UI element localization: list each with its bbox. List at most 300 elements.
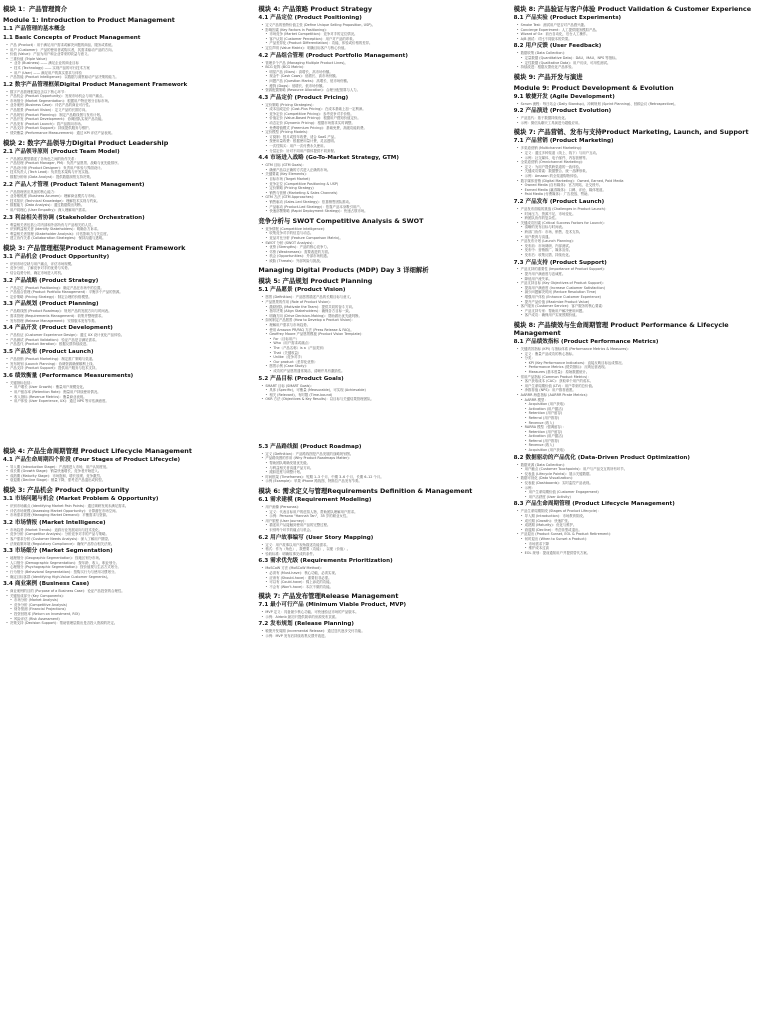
bullet-item: • Paid Media (付费媒体)：广告投放、赞助。	[514, 192, 765, 197]
module-heading: 模块 9: 产品开发与演进	[513, 72, 583, 81]
bullet-item: • 产品测试 (Product Validation)：验证产品是否满足需求。	[3, 338, 254, 343]
bullet-item: • 提升用户满意度与忠诚度。	[514, 272, 765, 277]
section-heading: 3.1 市场问题与机会 (Market Problem & Opportunity)	[3, 496, 159, 503]
bullet-item: • 分层定价：针对不同用户群体提供不同套餐。	[258, 149, 509, 154]
bullet-item: • 产品发布 (Product Launch)：将产品推向市场。	[3, 122, 254, 127]
bullet-item: • 业务敏锐度 (Business Acumen)：理解商业模式与市场。	[3, 194, 254, 199]
bullet-item: • 产品迭代 (Product Iteration)：根据反馈持续改进。	[3, 342, 254, 347]
bullet-item: • 帮助团队明确发展优先级。	[258, 461, 509, 466]
section-heading: 7.2 产品发布 (Product Launch)	[513, 198, 605, 205]
bullet-item: • Geoffrey Moore 产品愿景模板 (Product Vision Template)：	[258, 332, 509, 337]
bullet-item: • 产品规划 (Product Planning)：制定产品路线图与发布计划。	[3, 113, 254, 118]
bullet-item: • AARRR 模型：	[514, 398, 765, 403]
bullet-item: • 分类：	[514, 356, 765, 361]
bullet-item: • 产品生命周期阶段 (Stages of Product Lifecycle)：	[514, 509, 765, 514]
bullet-item: • 定性数据 (Qualitative Data)：用户访谈、可用性测试。	[514, 61, 765, 66]
bullet-item: • GTM 目标 (GTM Goals)：	[258, 163, 509, 168]
section-heading: 5.1 产品愿景 (Product Vision)	[258, 287, 346, 294]
bullet-item: • 市场需求管理 (Managing Market Demand)：平衡需求与资源。	[3, 513, 254, 518]
bullet-item: • 技术 (Technology) —— 实现产品的可行技术方案	[3, 66, 254, 71]
bullet-item: • 提升产品价值 (Maximize Product Value)	[514, 300, 765, 305]
bullet-item: • 产品发布面临的挑战 (Challenges in Product Launch)：	[514, 207, 765, 212]
bullet-item: • 产品营销 (Product Marketing)：制定推广策略与渠道。	[3, 357, 254, 362]
bullet-item: • 发布前：市场调研、内部测试。	[514, 244, 765, 249]
bullet-item: • Performance Metrics (绩效指标)：反映运营表现。	[514, 365, 765, 370]
bullet-item: • 行为细分 (Behavioral Segmentation)：按购买行为与使用习惯划分。	[3, 570, 254, 575]
bullet-item: • 导入期 (Introduction Stage)：产品刚进入市场，用户认知度低。	[3, 465, 254, 470]
bullet-item: • 维护成本过高	[514, 546, 765, 551]
bullet-item: • 示例：社交媒体、电子邮件、内容营销等。	[514, 156, 765, 161]
bullet-item: • 成长期 (Growth Stage)：销量快速增长，竞争者开始进入。	[3, 469, 254, 474]
bullet-item: • 产品设计师 (Product Designer)：负责用户体验与界面设计。	[3, 166, 254, 171]
bullet-item: • 明确方向 (Drive Decision-Making)：帮助做出优先级判断。	[258, 314, 509, 319]
bullet-item: • 用户增长 (User Growth)：衡量用户规模变化。	[3, 385, 254, 390]
bullet-item: • The（产品名称）is a（产品类别）	[258, 346, 509, 351]
module-heading: 模块 8: 产品验证与客户体验 Product Validation & Customer Experience	[513, 5, 752, 13]
section-heading: 4.1 产品生命周期四个阶段 (Four Stages of Product Lifecycle)	[3, 456, 181, 463]
bullet-item: • 用户留存率 (Retention Rate)：衡量用户持续使用情况。	[3, 390, 254, 395]
bullet-item: • 示例：Airbnb 最初只提供简单的房源发布页面。	[258, 615, 509, 620]
bullet-item: • 产品支持目标 (Key Objectives of Product Support)：	[514, 281, 765, 286]
bullet-item: • 关键成功因素 (Critical Success Factors for Launch)：	[514, 221, 765, 226]
module-heading: 模块 2: 数字产品领导力Digital Product Leadership	[3, 138, 169, 147]
bullet-item: • 财务预测 (Financial Projections)	[3, 607, 254, 612]
module-heading: 模块 8: 产品绩效与生命周期管理 Product Performance & Lifecycle Management	[513, 321, 729, 338]
bullet-item: • 确定目标客群 (Identifying High-Value Customer Segments)。	[3, 575, 254, 580]
bullet-item: • 与利益相关者沟通产品方向。	[258, 466, 509, 471]
bullet-item: • 竞品对比分析 (Feature Comparison Matrix)。	[258, 236, 509, 241]
bullet-item: • 市场需求下降	[514, 542, 765, 547]
bullet-item: • 常用产品指标 (Common Product Metrics)：	[514, 375, 765, 380]
bullet-item: • Unlike（竞争对手）	[258, 355, 509, 360]
bullet-item: • 用户同理心 (User Empathy)：深入理解用户需求。	[3, 208, 254, 213]
section-heading: 2.3 利益相关者协调 (Stakeholder Orchestration)	[3, 214, 145, 221]
bullet-item: • 评估市场规模 (Assessing Market Opportunity)：计算潜在市场空间。	[3, 509, 254, 514]
bullet-item: • 产品机会 (Product Opportunity)：发现市场机会与用户痛点。	[3, 94, 254, 99]
section-heading: 6.3 需求优先级 (Requirements Prioritization)	[258, 558, 393, 565]
bullet-item: • 竞争定价 (Competitive Pricing)：参考竞争对手价格。	[258, 112, 509, 117]
module-heading: 模块 5: 产品规划 Product Planning	[258, 277, 373, 286]
bullet-item: • 确保产品以正确的方式进入正确的市场。	[258, 168, 509, 173]
module-heading: Managing Digital Products (MDP) Day 3 详细解析	[258, 266, 429, 275]
bullet-item: • 导入期 (Introduction)：市场教育阶段。	[514, 514, 765, 519]
column-left	[3, 2, 254, 1022]
bullet-item: • 竞争分析 (Competitive Analysis)	[3, 603, 254, 608]
bullet-item: • That（关键收益）	[258, 351, 509, 356]
bullet-item: • A/B 测试：对比不同版本的效果。	[514, 37, 765, 42]
bullet-item: • 利益相关者包括公司内部和外部所有与产品相关的人员。	[3, 223, 254, 228]
bullet-item: • 成熟期 (Maturity)：优化与维护。	[514, 523, 765, 528]
bullet-item: • 相关 (Relevant)、有时限 (Time-bound)	[258, 393, 509, 398]
bullet-item: • 跟踪进度与调整计划。	[258, 470, 509, 475]
bullet-item: • OKR 方法 (Objectives & Key Results)：以目标与关键结果管理团队。	[258, 397, 509, 402]
bullet-item: • AARRR 海盗指标 (AARRR Pirate Metrics)：	[514, 393, 765, 398]
bullet-item: • Retention (用户留存)	[514, 411, 765, 416]
bullet-item: • 免费增值模式 (Freemium Pricing)：基础免费，高级功能收费。	[258, 126, 509, 131]
bullet-item: • 仪表盘 (Lifecycle Pointsi)：展示关键数据。	[514, 472, 765, 477]
bullet-item: • 收集竞争对手的信息与动态。	[258, 231, 509, 236]
bullet-item: • 具体 (Specific)、可衡量 (Measurable)、可实现 (Achievable)	[258, 388, 509, 393]
bullet-item: • 产品 (Product)：用于满足用户需求或解决问题的商品、服务或系统。	[3, 43, 254, 48]
bullet-item: • 定义：用户故事以用户视角描述功能需求。	[258, 543, 509, 548]
bullet-item: • 关键成功要素：数据整合、统一品牌形象。	[514, 169, 765, 174]
bullet-item: • 价值 (Value)：产品为用户和企业带来的收益与意义。	[3, 52, 254, 57]
bullet-item: • Retention (用户留存)	[514, 430, 765, 435]
module-heading: Module 9: Product Development & Evolution	[513, 83, 674, 92]
section-heading: 9.1 敏捷开发 (Agile Development)	[513, 93, 615, 100]
bullet-item: • 地理细分 (Geographic Segmentation)：按地区划分市场。	[3, 556, 254, 561]
section-heading: 8.1 产品绩效指标 (Product Performance Metrics)	[513, 339, 659, 346]
bullet-item: • 优势 (Strengths)：产品的核心竞争力。	[258, 245, 509, 250]
bullet-item: • 结合趋势分析，确定市场进入时机。	[3, 271, 254, 276]
section-heading: 8.2 数据驱动的产品优化 (Data-Driven Product Optimization)	[513, 454, 690, 461]
bullet-item: • 市场分析 (Market Analysis)	[3, 598, 254, 603]
bullet-item: • 全渠道营销 (Omnichannel Marketing)：	[514, 160, 765, 165]
bullet-item: • 仪表板 (Dashboards)：实时监控产品表现。	[514, 481, 765, 486]
bullet-item: • 时间框架 (Timeframes)：短期 1–3 个月、中期 3–6 个月、长期 6–12 个月。	[258, 475, 509, 480]
bullet-item: • 发布后：收集反馈、持续优化。	[514, 253, 765, 258]
bullet-item: • 用户体验 (User Experience, UX)：通过 NPS 等评估满意度。	[3, 399, 254, 404]
bullet-item: • Acquisition (用户获取)	[514, 448, 765, 453]
section-heading: 4.3 产品定价 (Product Pricing)	[258, 94, 349, 101]
bullet-item: • 定价模型 (Pricing Models)：	[258, 130, 509, 135]
bullet-item: • 瘦狗 (Dogs)：低增长、低市场份额。	[258, 84, 509, 89]
bullet-item: • 定价策略 (Pricing Strategy)	[258, 186, 509, 191]
section-heading: 2.1 产品领导原则 (Product Team Model)	[3, 148, 120, 155]
bullet-item: • 投资回报率 (Return on Investment, ROI)	[3, 612, 254, 617]
bullet-item: • 识别每个环节的痛点与机会。	[258, 528, 509, 533]
bullet-item: • 现金牛 (Cash Cows)：低增长、高市场份额。	[258, 74, 509, 79]
bullet-item: • 识别市场痛点 (Identifying Market Pain Points)：通过调研发现未满足需求。	[3, 504, 254, 509]
bullet-item: • 法规政策环境 (Regulatory Compliance)：确保产品符合相关法规。	[3, 542, 254, 547]
bullet-item: • 三重价值 (Triple Value)	[3, 57, 254, 62]
bullet-item: • 描述用户从接触到使用产品的完整过程。	[258, 523, 509, 528]
bullet-item: • Referral (用户推荐)	[514, 416, 765, 421]
bullet-item: • Scrum 流程：每日站会 (Daily Standup)、冲刺规划 (Sprint Planning)、回顾会议 (Retrospective)。	[514, 102, 765, 107]
bullet-item: • Owned Media (自有媒体)：官方网站、社交账号。	[514, 183, 765, 188]
module-heading: 竞争分析与 SWOT Competitive Analysis & SWOT	[258, 216, 424, 225]
bullet-item: • 定义：衡量产品成功的核心指标。	[514, 352, 765, 357]
bullet-item: • 跨团队协作的复杂性。	[514, 216, 765, 221]
bullet-item: • 客户需求分析 (Customer Needs Analysis)：深入了解用户期望。	[3, 537, 254, 542]
bullet-item: • MoSCoW 方法 (MoSCoW Method)：	[258, 566, 509, 571]
bullet-item: • 定义产品的独特价值主张 (Define Unique Selling Proposition, USP)。	[258, 23, 509, 28]
bullet-item: • 收入指标 (Revenue Metrics)：衡量商业表现。	[3, 395, 254, 400]
bullet-item: • Earned Media (赢得媒体)：口碑、评论、媒体报道。	[514, 188, 765, 193]
bullet-item: • 示例：MVP 发布后持续收集反馈并改进。	[258, 634, 509, 639]
section-heading: 1.1 Basic Concepts of Product Management	[3, 34, 141, 41]
bullet-item: • 应该有 (Should-have)：重要但非必需。	[258, 576, 509, 581]
bullet-item: • 影响因素 (Key Factors in Positioning)：	[258, 28, 509, 33]
bullet-item: • Activation (用户激活)	[514, 407, 765, 412]
bullet-item: • 数字媒体营销 (Digital Marketing)：Owned, Earned, Paid Media	[514, 179, 765, 184]
section-heading: 5.3 产品路线图 (Product Roadmap)	[258, 443, 362, 450]
bullet-item: • 管理多个产品 (Managing Multiple Product Lines)。	[258, 61, 509, 66]
bullet-item: • 数据来源 (Data Collection)：	[514, 463, 765, 468]
bullet-item: • 发布中：营销推广、媒体宣传。	[514, 248, 765, 253]
bullet-item: • 使用 Amazon PR/FAQ 方法 (Press Release & FAQ)。	[258, 328, 509, 333]
bullet-item: • 发布管理 (Release Management)：安排版本发布节奏。	[3, 319, 254, 324]
bullet-item: • MVP 定义：具备最少核心功能、可快速验证市场的产品版本。	[258, 610, 509, 615]
section-heading: 3.3 市场细分 (Market Segmentation)	[3, 548, 113, 555]
bullet-item: • 如何制定产品愿景 (How to Develop a Product Vision)：	[258, 318, 509, 323]
bullet-item: • 清晰的发布目标与时间表。	[514, 225, 765, 230]
bullet-item: • 客户成功：确保用户实现预期价值。	[514, 313, 765, 318]
bullet-item: • 示例 (Example)：苹果 iPhone 路线图、特斯拉产品发布节奏。	[258, 479, 509, 484]
bullet-item: • 风险评估 (Risk Assessment)	[3, 617, 254, 622]
bullet-item: • 用户 (Customer)：产品的使用者或购买者，其需求驱动产品的方向。	[3, 48, 254, 53]
bullet-item: • 绩效衡量 (Performance Measurement)：通过 KPI 评估产品表现。	[3, 131, 254, 136]
bullet-item: • 业务 (Business) —— 满足企业的商业目标	[3, 61, 254, 66]
bullet-item: • 市场竞争 (Market Competition)：竞争对手的定位情况。	[258, 32, 509, 37]
section-heading: 3.1 产品机会 (Product Opportunity)	[3, 253, 110, 260]
bullet-item: • 数据可视化 (Data Visualization)：	[514, 476, 765, 481]
bullet-item: • 多渠道营销 (Multichannel Marketing)：	[514, 146, 765, 151]
bullet-item: • 可以有 (Could-have)：锦上添花的功能。	[258, 580, 509, 585]
bullet-item: • 问题产品 (Question Marks)：高增长、低市场份额。	[258, 79, 509, 84]
section-heading: 9.2 产品演进 (Product Evolution)	[513, 108, 612, 115]
bullet-item: • 价值定价 (Value-Based Pricing)：根据用户感知价值定价。	[258, 116, 509, 121]
module-heading: 模块 7: 产品发布管理Release Management	[258, 592, 399, 601]
bullet-item: • 产品支持的重要性 (Importance of Product Support)：	[514, 267, 765, 272]
bullet-item: • Activation (用户激活)	[514, 434, 765, 439]
bullet-item: • 定价策略 (Pricing Strategy)：制定合理的价格模型。	[3, 295, 254, 300]
bullet-item: • 一次性购买：用户一次付费永久使用。	[258, 144, 509, 149]
bullet-item: • KPI (Key Performance Indicators)：直接反映目标达成情况。	[514, 361, 765, 366]
bullet-item: • 示例：Amazon 的全渠道购物体验。	[514, 174, 765, 179]
bullet-item: • 产品退出 (Product Sunset, EOL & Product Retirement)：	[514, 532, 765, 537]
section-heading: 3.3 产品规划 (Product Planning)	[3, 301, 99, 308]
bullet-item: • 产品组合管理 (Product Portfolio Management)：平衡多个产品的资源。	[3, 290, 254, 295]
bullet-item: • 产品定位 (Product Positioning)：确定产品在市场中的位置。	[3, 286, 254, 291]
bullet-item: • 产品驱动 (Product-Led Strategy)：依靠产品本身吸引用户。	[258, 205, 509, 210]
bullet-item: • Revenue (收入)	[514, 443, 765, 448]
bullet-item: • 关键要素 (Key Elements)：	[258, 172, 509, 177]
module-heading: 模块 6: 需求定义与管理Requirements Definition & Management	[258, 487, 473, 496]
bullet-item: • 减少问题解决时间 (Reduce Resolution Time)	[514, 290, 765, 295]
bullet-item: • 关键指标包括：	[3, 381, 254, 386]
bullet-item: • 识别市场空缺与用户痛点，评估市场规模。	[3, 262, 254, 267]
bullet-item: • 激励团队 (Motivate the Team)：提供共同的奋斗方向。	[258, 305, 509, 310]
bullet-item: • 产品愿景的作用 (Role of Product Vision)：	[258, 300, 509, 305]
bullet-item: • 关键绩效指标 (KPI) 与指标体系 (Performance Metrics & Measures)：	[514, 347, 765, 352]
bullet-item: • 成长期 (Growth)：快速扩张。	[514, 519, 765, 524]
section-heading: 1.2 数字产品管理框架Digital Product Management Framework	[3, 81, 188, 88]
bullet-item: • 提高用户满意度 (Increase Customer Satisfaction)	[514, 286, 765, 291]
module-heading: 模块 1：产品管理简介	[3, 5, 68, 13]
bullet-item: • 产品支持专家：帮助用户解决使用问题。	[514, 309, 765, 314]
bullet-item: • 持续改进：根据反馈优化产品体验。	[514, 65, 765, 70]
module-heading: 模块 3: 产品机会 Product Opportunity	[3, 486, 130, 495]
column-middle	[258, 2, 509, 1022]
bullet-item: • 市场细分 (Market Segmentation)：根据用户特征划分目标市场。	[3, 99, 254, 104]
bullet-item: • 敏捷开发周期 (Incremental Release)：通过迭代逐步交付功能。	[258, 629, 509, 634]
section-heading: 4.2 产品组合管理 (Product Portfolio Management)	[258, 52, 408, 59]
bullet-item: • 示例：微信从聊天工具演进为超级应用。	[514, 121, 765, 126]
bullet-item: • 产品智能 (Product Intelligence)：以数据与洞察驱动产品决策的能力。	[3, 75, 254, 80]
bullet-item: • 用户画像 (Personas)：	[258, 505, 509, 510]
bullet-item: • 定义：通过多种渠道（线上、线下）与用户互动。	[514, 151, 765, 156]
section-heading: 3.4 商业案例 (Business Case)	[3, 581, 90, 588]
section-heading: 6.2 用户故事编写 (User Story Mapping)	[258, 534, 374, 541]
section-heading: 2.2 产品人才管理 (Product Talent Management)	[3, 181, 145, 188]
bullet-item: • 用户教育与沟通。	[514, 235, 765, 240]
bullet-item: • 市场趋势 (Market Trends)：追踪行业发展动向与技术变化。	[3, 528, 254, 533]
module-heading: 模块 4: 产品生命周期管理 Product Lifecycle Management	[3, 446, 192, 455]
bullet-item: • 技术负责人 (Tech Lead)：负责技术架构与开发实施。	[3, 170, 254, 175]
bullet-item: • 净推荐值 (NPS)：用户推荐意愿。	[514, 388, 765, 393]
bullet-item: • 客户认知 (Customer Perception)：用户对产品的印象。	[258, 37, 509, 42]
bullet-item: • 商业案例的目的 (Purpose of a Business Case)：论证产品投资的合理性。	[3, 589, 254, 594]
bullet-item: • 产品发布计划 (Launch Planning)：	[514, 239, 765, 244]
bullet-item: • 成功的产品愿景通常简洁、清晰并具有激励性。	[258, 369, 509, 374]
bullet-item: • 目标市场 (Target Market)	[258, 177, 509, 182]
bullet-item: • 心理细分 (Psychographic Segmentation)：按价值观与生活方式划分。	[3, 565, 254, 570]
bullet-item: • 定义：代表目标用户的虚拟人物，帮助团队理解用户需求。	[258, 510, 509, 515]
bullet-item: • 定量数据 (Quantitative Data)：DAU、MAU、NPS 等指标。	[514, 56, 765, 61]
module-heading: 模块 3: 产品管理框架Product Management Framework	[3, 243, 186, 252]
bullet-item: • 客户服务 (Customer Service)：客户服务的核心要素：	[514, 304, 765, 309]
bullet-item: • 增强用户体验 (Enhance Customer Experience)	[514, 295, 765, 300]
section-heading: 3.2 产品战略 (Product Strategy)	[3, 277, 99, 284]
bullet-item: • GTM 方法 (GTM Approaches)：	[258, 195, 509, 200]
bullet-item: • 识别利益相关者 (Identify Stakeholders)：明确各方诉求。	[3, 227, 254, 232]
bullet-item: • 竞争情报 (Competitive Intelligence)：	[258, 227, 509, 232]
bullet-item: • 销售与营销 (Marketing & Sales Channels)	[258, 191, 509, 196]
bullet-item: • 必须有 (Must-have)：核心功能，必须实现。	[258, 571, 509, 576]
bullet-item: • 验收标准：明确故事完成的条件。	[258, 552, 509, 557]
bullet-item: • 业务案例 (Business Case)：评估产品的商业可行性。	[3, 103, 254, 108]
bullet-item: • 产品支持 (Product Support)：提供用户服务与技术支持。	[3, 366, 254, 371]
bullet-item: • 产品经理 (Product Manager, PM)：负责产品愿景、战略与优先级排序。	[3, 161, 254, 166]
bullet-item: • 产品路线图 (Product Roadmap)：规划产品的发展方向与时间表。	[3, 309, 254, 314]
spacer	[258, 402, 509, 442]
bullet-item: • Our product（差异化优势）	[258, 360, 509, 365]
bullet-item: • 动态定价 (Dynamic Pricing)：根据市场需求实时调整。	[258, 121, 509, 126]
section-heading: 3.2 市场情报 (Market Intelligence)	[3, 519, 106, 526]
bullet-item: • Acquisition (用户获取)	[514, 402, 765, 407]
bullet-item: • 成熟期 (Maturity Stage)：市场饱和，增长放缓，竞争激烈。	[3, 474, 254, 479]
module-heading: 模块 7: 产品营销、发布与支持Product Marketing, Launch, and Support	[513, 128, 749, 137]
bullet-item: • 竞争分析 (Competitor Analysis)：分析竞争对手的产品与策略。	[3, 532, 254, 537]
section-heading: 5.2 产品目标 (Product Goals)	[258, 375, 344, 382]
section-heading: 8.3 产品生命周期管理 (Product Lifecycle Management)	[513, 501, 675, 508]
bullet-item: • SMART 目标 (SMART Goals)：	[258, 384, 509, 389]
section-heading: 8.2 用户反馈 (User Feedback)	[513, 43, 602, 50]
bullet-item: • Concierge Experiment：人工提供服务模拟产品。	[514, 28, 765, 33]
section-heading: 7.3 产品支持 (Product Support)	[513, 259, 607, 266]
bullet-item: • 用户旅程 (User Journey)：	[258, 519, 509, 524]
bullet-item: • 按使用量收费：根据使用量计费，灵活透明。	[258, 139, 509, 144]
bullet-item: • 理解用户需求与市场趋势。	[258, 323, 509, 328]
bullet-item: • 用户生命周期价值 (Customer Engagement)	[514, 490, 765, 495]
bullet-item: • 资源配置策略 (Resource Allocation)：合理分配预算与人力。	[258, 88, 509, 93]
section-heading: 3.6 绩效衡量 (Performance Measurements)	[3, 372, 134, 379]
bullet-item: • 产品愿景 (Product Vision)：定义产品的长期方向。	[3, 108, 254, 113]
bullet-item: • 订阅制：按月或按年收费，适合 SaaS 产品。	[258, 135, 509, 140]
bullet-item: • EOL 规划：提前通知用户并提供替代方案。	[514, 551, 765, 556]
section-heading: 8.1 产品实验 (Product Experiments)	[513, 15, 622, 21]
bullet-item: • BCG 矩阵 (BCG Matrix)：	[258, 65, 509, 70]
bullet-item: • 客户获取成本 (CAC)：获取单个用户的成本。	[514, 379, 765, 384]
bullet-item: • 衰退期 (Decline)：考虑转型或退出。	[514, 528, 765, 533]
bullet-item: • 快速部署策略 (Rapid Deployment Strategy)：快速占领市场。	[258, 209, 509, 214]
bullet-item: • 需求管理 (Requirements Management)：收集并整理需求。	[3, 314, 254, 319]
bullet-item: • 愿景示例 (Case Study)：	[258, 364, 509, 369]
bullet-item: • Measures (基本度量)：原始数据统计。	[514, 370, 765, 375]
bullet-item: • Smoke Test：测试用户是否对产品感兴趣。	[514, 23, 765, 28]
bullet-item: • 销售驱动 (Sales-Led Strategy)：依靠销售团队推动。	[258, 200, 509, 205]
bullet-item: • 数据分析师 (Data Analyst)：提供数据洞察支持决策。	[3, 175, 254, 180]
bullet-item: • Referral (用户推荐)	[514, 439, 765, 444]
bullet-item: • 产品管理者应具备的核心能力：	[3, 190, 254, 195]
bullet-item: • 何时退出 (When to Sunset a Product)：	[514, 537, 765, 542]
bullet-item: • 机会 (Opportunities)：外部市场机遇。	[258, 254, 509, 259]
bullet-item: • 发布规划 (Launch Planning)：协调资源确保顺利上线。	[3, 362, 254, 367]
bullet-item: • 示例：	[514, 486, 765, 491]
bullet-item: • 不会有 (Won't-have)：本次不做的功能。	[258, 585, 509, 590]
bullet-item: • 产品团队模型描述了各角色之间的协作关系：	[3, 157, 254, 162]
section-heading: 7.1 最小可行产品 (Minimum Viable Product, MVP)	[258, 602, 407, 609]
bullet-item: • 定位声明 (Value Matrix)：明确目标客户与核心价值。	[258, 46, 509, 51]
section-heading: 7.1 产品营销 (Product Marketing)	[513, 138, 614, 145]
bullet-item: • 定义：为用户提供跨渠道的一致体验。	[514, 165, 765, 170]
section-heading: 7.2 发布规划 (Release Planning)	[258, 621, 354, 628]
bullet-item: • For（目标用户）	[258, 337, 509, 342]
section-heading: 4.4 市场进入战略 (Go-To-Market Strategy, GTM)	[258, 155, 399, 162]
bullet-item: • 竞争定位 (Competitive Positioning & USP)	[258, 182, 509, 187]
bullet-item: • Who（用户需求或痛点）	[258, 341, 509, 346]
bullet-item: • 跨部门协作：市场、销售、技术支持。	[514, 230, 765, 235]
bullet-item: • 用户 (User) —— 满足用户的真实需求与体验	[3, 71, 254, 76]
bullet-item: • 数据收集 (Data Collection)：	[514, 51, 765, 56]
section-heading: 6.1 需求建模 (Requirement Modeling)	[258, 497, 372, 504]
section-heading: 1.1 产品管理的基本概念	[3, 26, 66, 32]
bullet-item: • 示例：Persona "Hannah Tan"，35 岁的职业女性。	[258, 514, 509, 519]
bullet-item: • 定价策略 (Pricing Strategies)：	[258, 103, 509, 108]
bullet-item: • RARRA 模型（强调留存）：	[514, 425, 765, 430]
column-right	[514, 2, 765, 1022]
bullet-item: • 格式：作为（角色），我想要（功能），以便（价值）。	[258, 547, 509, 552]
section-heading: 3.4 产品开发 (Product Development)	[3, 325, 113, 332]
section-heading: 3.5 产品发布 (Product Launch)	[3, 348, 94, 355]
bullet-item: • 用户生命周期价值 (LTV)：用户带来的总价值。	[514, 384, 765, 389]
bullet-item: • 建立协作关系 (Collaboration Strategies)：保持沟通与透明。	[3, 236, 254, 241]
module-heading: 模块 4: 产品策略 Product Strategy	[258, 5, 373, 13]
module-heading: Module 1: Introduction to Product Management	[3, 16, 175, 24]
bullet-item: • 时间压力、资源不足、市场变化。	[514, 212, 765, 217]
spacer	[3, 404, 254, 444]
bullet-item: • 产品验证 (Customer Experience Design)：通过 UX 设计优化产品体验。	[3, 333, 254, 338]
section-heading: 4.1 产品定位 (Product Positioning)	[258, 15, 362, 21]
bullet-item: • 产品差异化 (Product Differentiation)：功能、体验或价格的差异。	[258, 41, 509, 46]
bullet-item: • 竞争分析，了解竞争对手的优势与劣势。	[3, 266, 254, 271]
bullet-item: • 衰退期 (Decline Stage)：销量下降，需考虑产品退出或转型。	[3, 478, 254, 483]
bullet-item: • 愿景 (Definition)：产品愿景描述产品的长期目标与意义。	[258, 295, 509, 300]
bullet-item: • 利益相关者管理 (Stakeholder Analysis)：评估影响力与关注度。	[3, 232, 254, 237]
bullet-item: • Wizard of Oz：前台自动化，后台人工操作。	[514, 32, 765, 37]
bullet-item: • SWOT 分析 (SWOT Analysis)：	[258, 241, 509, 246]
bullet-item: • Revenue (收入)	[514, 421, 765, 426]
bullet-item: • 技术知识 (Technical Knowledge)：理解技术实现与约束。	[3, 199, 254, 204]
bullet-item: • 成本加成定价 (Cost-Plus Pricing)：在成本基础上加一定利润。	[258, 107, 509, 112]
bullet-item: • 降低用户流失率。	[514, 277, 765, 282]
bullet-item: • 产品支持 (Product Support)：持续提供服务与维护。	[3, 126, 254, 131]
bullet-item: • 产品开发 (Product Development)：协调团队实现产品功能。	[3, 117, 254, 122]
bullet-item: • 数字产品管理框架包含以下核心环节：	[3, 90, 254, 95]
bullet-item: • 产品迭代：基于数据持续优化。	[514, 116, 765, 121]
bullet-item: • 产品路线图的作用 (Why Product Roadmaps Matter)：	[258, 456, 509, 461]
